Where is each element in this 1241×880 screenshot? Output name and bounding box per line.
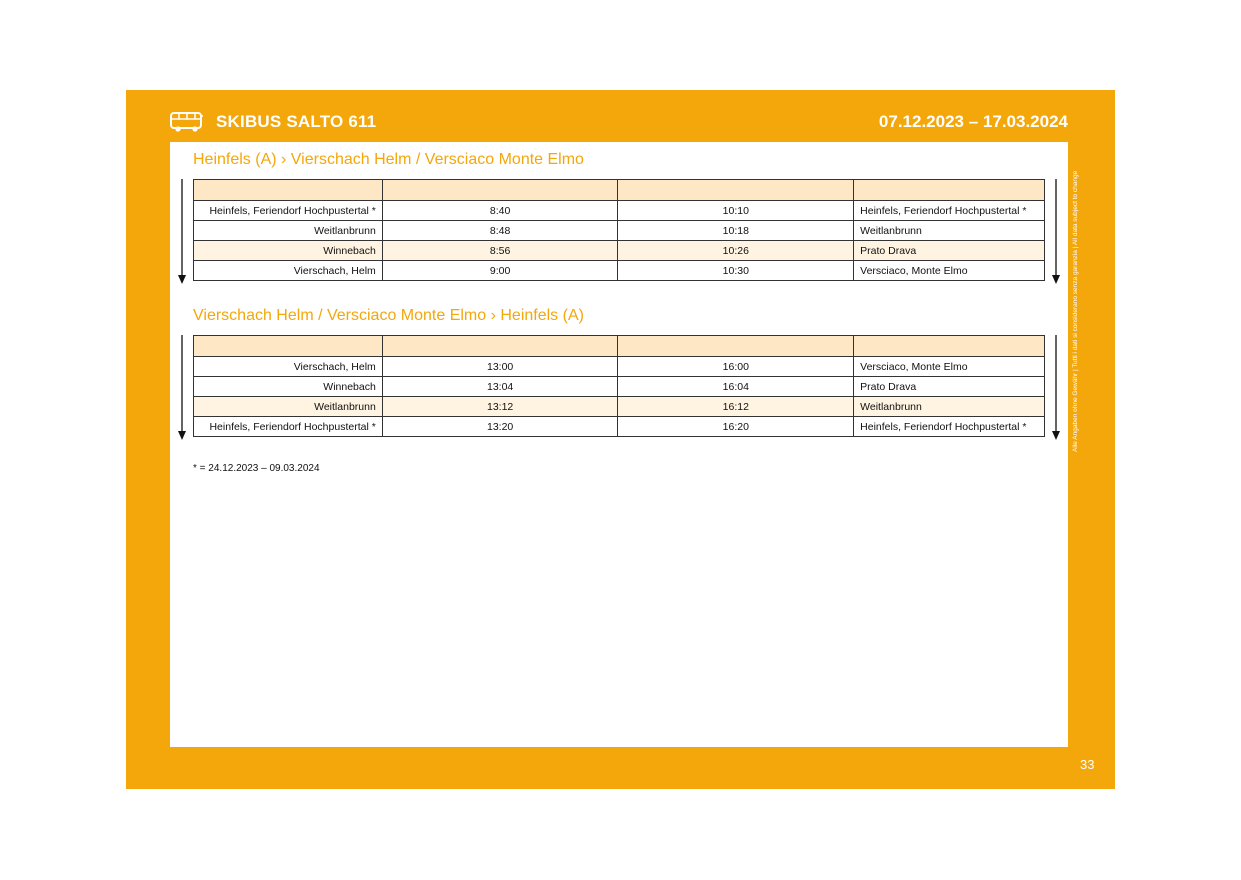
departure-time: 8:40 [382, 201, 618, 221]
departure-time: 16:12 [618, 397, 854, 417]
departure-time: 10:26 [618, 241, 854, 261]
timetable-return [193, 335, 1045, 437]
section-title-return: Vierschach Helm / Versciaco Monte Elmo › Heinfels (A) [193, 307, 584, 324]
departure-time: 13:04 [382, 377, 618, 397]
stop-name-it: Weitlanbrunn [854, 221, 1045, 241]
departure-time: 16:20 [618, 417, 854, 437]
departure-time: 10:10 [618, 201, 854, 221]
stop-name-it: Versciaco, Monte Elmo [854, 261, 1045, 281]
departure-time: 13:12 [382, 397, 618, 417]
footnote: * = 24.12.2023 – 09.03.2024 [193, 463, 320, 474]
table-header-row [194, 180, 1045, 201]
departure-time: 8:56 [382, 241, 618, 261]
bus-icon [170, 111, 204, 133]
departure-time: 16:04 [618, 377, 854, 397]
table-row [194, 221, 1045, 241]
page-number: 33 [1080, 757, 1095, 772]
table-row [194, 261, 1045, 281]
stop-name-de: Vierschach, Helm [194, 357, 383, 377]
down-arrow-icon [176, 179, 188, 285]
stop-name-de: Heinfels, Feriendorf Hochpustertal * [194, 201, 383, 221]
departure-time: 8:48 [382, 221, 618, 241]
content-area [170, 142, 1068, 747]
down-arrow-icon [1050, 179, 1062, 285]
departure-time: 10:18 [618, 221, 854, 241]
stop-name-de: Vierschach, Helm [194, 261, 383, 281]
page-header [126, 90, 1115, 142]
stop-name-de: Weitlanbrunn [194, 221, 383, 241]
departure-time: 13:20 [382, 417, 618, 437]
table-row [194, 201, 1045, 221]
validity-dates: 07.12.2023 – 17.03.2024 [878, 112, 1068, 131]
stop-name-de: Winnebach [194, 377, 383, 397]
down-arrow-icon [176, 335, 188, 441]
stop-name-it: Weitlanbrunn [854, 397, 1045, 417]
table-row [194, 417, 1045, 437]
stop-name-it: Heinfels, Feriendorf Hochpustertal * [854, 201, 1045, 221]
table-row [194, 241, 1045, 261]
departure-time: 16:00 [618, 357, 854, 377]
down-arrow-icon [1050, 335, 1062, 441]
departure-time: 9:00 [382, 261, 618, 281]
table-row [194, 397, 1045, 417]
table-row [194, 357, 1045, 377]
table-row [194, 377, 1045, 397]
stop-name-it: Heinfels, Feriendorf Hochpustertal * [854, 417, 1045, 437]
section-title-outbound: Heinfels (A) › Vierschach Helm / Versciaco Monte Elmo [193, 151, 584, 168]
timetable-page [126, 90, 1115, 789]
disclaimer-text: Alle Angaben ohne Gewähr | Tutti i dati si considerano senza garanzia | All data subject to change [1072, 170, 1079, 452]
stop-name-de: Winnebach [194, 241, 383, 261]
stop-name-de: Weitlanbrunn [194, 397, 383, 417]
stop-name-it: Versciaco, Monte Elmo [854, 357, 1045, 377]
departure-time: 13:00 [382, 357, 618, 377]
table-header-row [194, 336, 1045, 357]
stop-name-de: Heinfels, Feriendorf Hochpustertal * [194, 417, 383, 437]
stop-name-it: Prato Drava [854, 377, 1045, 397]
stop-name-it: Prato Drava [854, 241, 1045, 261]
page-title: SKIBUS SALTO 611 [216, 112, 377, 131]
timetable-outbound [193, 179, 1045, 281]
departure-time: 10:30 [618, 261, 854, 281]
